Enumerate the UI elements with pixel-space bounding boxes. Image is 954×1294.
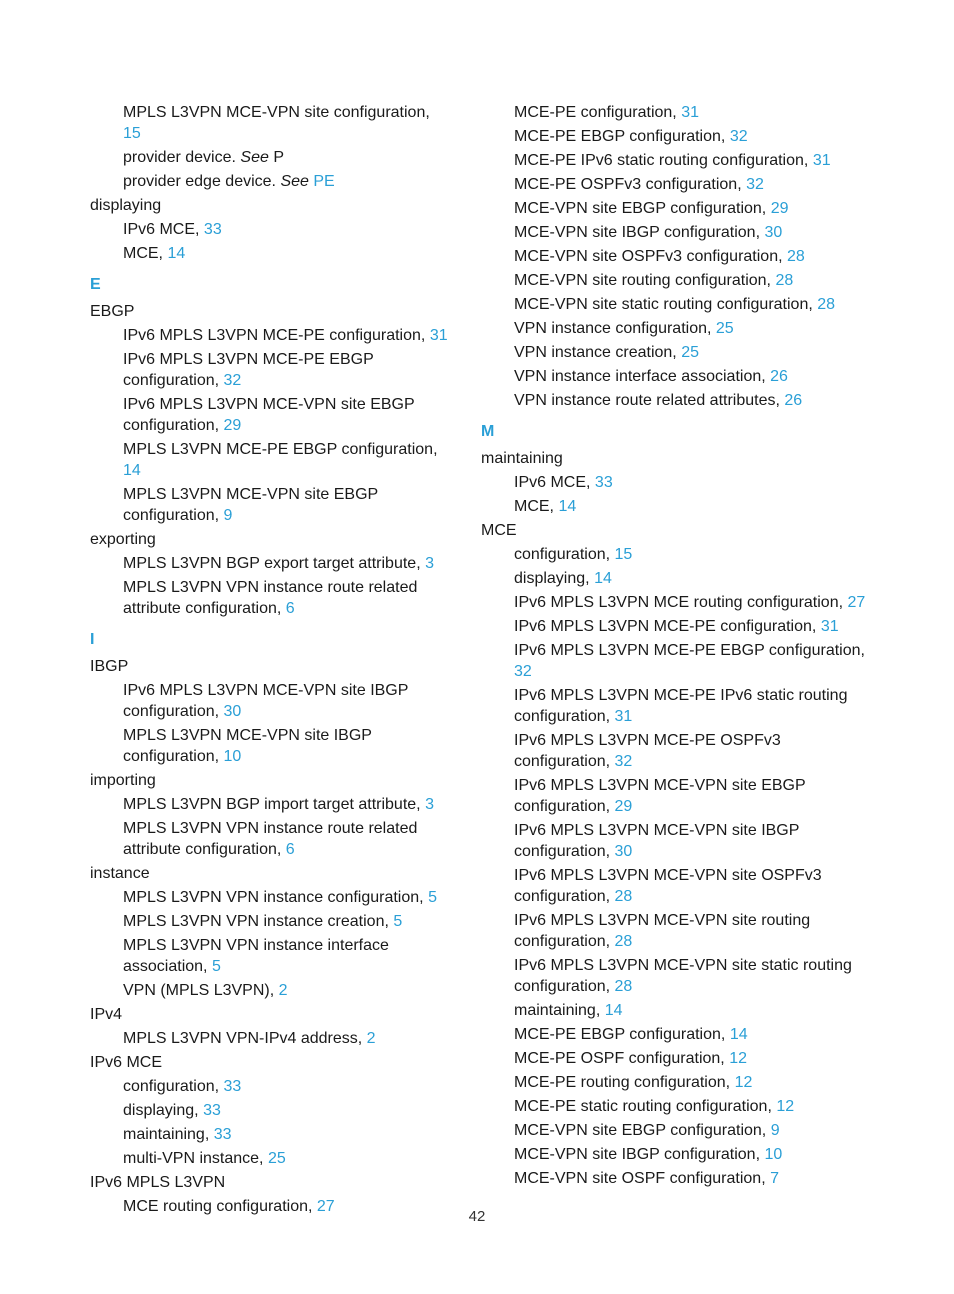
index-entry-text: IPv6 MPLS L3VPN MCE-VPN site routing configuration, [514, 912, 811, 950]
index-entry-text: MCE-PE OSPFv3 configuration, [514, 176, 742, 193]
page-reference-link[interactable]: 12 [729, 1050, 747, 1067]
page-reference-link[interactable]: 12 [734, 1074, 753, 1091]
index-main-entry [90, 863, 450, 884]
page-reference-link[interactable]: 14 [729, 1026, 748, 1043]
index-sub-entry [90, 553, 450, 574]
page-reference-link[interactable]: 28 [817, 296, 836, 313]
page-reference-link[interactable]: 32 [729, 128, 748, 145]
index-entry-text: MPLS L3VPN VPN instance route related attribute configuration, [123, 579, 418, 617]
index-column-left [90, 99, 450, 1217]
index-sub-entry [90, 1028, 450, 1049]
index-sub-entry [90, 1100, 450, 1121]
index-sub-entry [90, 243, 450, 264]
index-sub-entry [90, 680, 450, 722]
page-reference-link[interactable]: 33 [594, 474, 613, 491]
page-reference-link[interactable]: 5 [211, 958, 221, 975]
index-entry-text: IPv6 MPLS L3VPN MCE-PE EBGP configuration, [514, 642, 865, 659]
index-entry-text: MCE, [123, 245, 163, 262]
page-reference-link[interactable]: 33 [203, 1102, 221, 1119]
index-entry-text: IPv6 MPLS L3VPN MCE-PE configuration, [123, 327, 426, 344]
index-sub-entry [481, 294, 881, 315]
index-entry-text: IPv6 MPLS L3VPN MCE-VPN site static routing configuration, [514, 957, 852, 995]
index-sub-entry [481, 496, 881, 517]
index-sub-entry [481, 910, 881, 952]
index-sub-entry [481, 1168, 881, 1189]
index-main-entry [90, 770, 450, 791]
index-entry-text: MCE-VPN site IBGP configuration, [514, 1146, 761, 1163]
index-sub-entry [481, 126, 881, 147]
page-reference-link[interactable]: 32 [223, 372, 242, 389]
index-entry-text: maintaining [481, 450, 563, 467]
index-entry-text: configuration, [514, 546, 611, 563]
index-entry-text: IPv6 MPLS L3VPN MCE-VPN site OSPFv3 configuration, [514, 867, 822, 905]
index-sub-entry [90, 439, 450, 481]
index-sub-entry [90, 1148, 450, 1169]
index-entry-text: VPN instance interface association, [514, 368, 766, 385]
page-reference-link[interactable]: 14 [558, 498, 577, 515]
index-sub-entry [481, 955, 881, 997]
index-sub-entry [90, 887, 450, 908]
index-sub-entry [481, 150, 881, 171]
index-sub-entry [481, 640, 881, 682]
page-reference-link[interactable]: 31 [681, 104, 699, 121]
index-entry-text: displaying [90, 197, 162, 214]
page-reference-link[interactable]: 14 [604, 1002, 623, 1019]
index-entry-text: IPv6 MPLS L3VPN MCE-VPN site EBGP configuration, [514, 777, 806, 815]
index-entry-text: importing [90, 772, 156, 789]
index-entry-text: MPLS L3VPN MCE-VPN site EBGP configuration, [123, 486, 378, 524]
index-sub-entry [90, 980, 450, 1001]
page-reference-link[interactable]: 14 [123, 462, 141, 479]
index-sub-entry [90, 577, 450, 619]
index-entry-text: IBGP [90, 658, 129, 675]
page-reference-link[interactable]: 30 [614, 843, 633, 860]
index-sub-entry [481, 198, 881, 219]
index-entry-text: MPLS L3VPN VPN-IPv4 address, [123, 1030, 363, 1047]
index-entry-text: IPv6 MPLS L3VPN MCE-PE EBGP configuration, [123, 351, 374, 389]
page-number: 42 [468, 1208, 486, 1225]
index-sub-entry [90, 219, 450, 240]
index-sub-entry [481, 366, 881, 387]
index-sub-entry [481, 102, 881, 123]
index-entry-text: MCE [481, 522, 517, 539]
index-sub-entry [481, 390, 881, 411]
page-reference-link[interactable]: 25 [681, 344, 699, 361]
index-column-right [481, 99, 881, 1189]
index-entry-text: IPv6 MPLS L3VPN [90, 1174, 226, 1191]
index-sub-entry [90, 394, 450, 436]
page-reference-link[interactable]: 31 [812, 152, 831, 169]
index-entry-text: displaying, [123, 1102, 199, 1119]
index-entry-text: MPLS L3VPN BGP import target attribute, [123, 796, 421, 813]
index-main-entry [90, 529, 450, 550]
page-reference-link[interactable]: 29 [614, 798, 633, 815]
index-entry-text: VPN instance route related attributes, [514, 392, 780, 409]
index-entry-text: VPN (MPLS L3VPN), [123, 982, 275, 999]
page-reference-link[interactable]: 12 [776, 1098, 795, 1115]
index-entry-text: MPLS L3VPN MCE-VPN site configuration, [123, 104, 430, 121]
index-entry-text: MCE routing configuration, [123, 1198, 313, 1215]
page-reference-link[interactable]: 28 [614, 933, 633, 950]
index-sub-entry [481, 1072, 881, 1093]
index-sub-entry [481, 342, 881, 363]
page-reference-link[interactable]: 7 [770, 1170, 779, 1187]
index-entry-text: VPN instance creation, [514, 344, 677, 361]
index-sub-entry [481, 222, 881, 243]
index-entry-text: configuration, [123, 1078, 220, 1095]
index-section-letter: I [90, 631, 95, 648]
page-reference-link[interactable]: 6 [285, 841, 295, 858]
page-reference-link[interactable]: 31 [820, 618, 839, 635]
page-reference-link[interactable]: 30 [764, 224, 783, 241]
index-sub-entry [481, 865, 881, 907]
index-entry-text: IPv6 MCE, [123, 221, 200, 238]
index-entry-text: MCE, [514, 498, 554, 515]
page-reference-link[interactable]: 32 [614, 753, 633, 770]
index-sub-entry [481, 592, 881, 613]
index-sub-entry [481, 1024, 881, 1045]
index-entry-text: IPv6 MPLS L3VPN MCE-PE IPv6 static routing configuration, [514, 687, 848, 725]
index-entry-text: MPLS L3VPN VPN instance configuration, [123, 889, 424, 906]
index-entry-text: IPv6 MPLS L3VPN MCE-PE OSPFv3 configuration, [514, 732, 781, 770]
page-reference-link[interactable]: 30 [223, 703, 242, 720]
index-entry-text: maintaining, [123, 1126, 210, 1143]
page-reference-link[interactable]: 15 [123, 125, 141, 142]
page-reference-link[interactable]: 28 [775, 272, 794, 289]
page-reference-link[interactable]: 3 [425, 555, 434, 572]
page-reference-link[interactable]: 33 [213, 1126, 232, 1143]
index-entry-text: IPv6 MPLS L3VPN MCE-VPN site IBGP configuration, [123, 682, 409, 720]
see-reference-label: See [240, 149, 269, 166]
index-entry-text: MPLS L3VPN VPN instance route related attribute configuration, [123, 820, 418, 858]
index-entry-text: IPv6 MPLS L3VPN MCE-PE configuration, [514, 618, 817, 635]
index-entry-text: IPv6 MCE [90, 1054, 163, 1071]
index-sub-entry [481, 174, 881, 195]
index-main-entry [90, 1004, 450, 1025]
index-sub-entry [481, 1144, 881, 1165]
page-reference-link[interactable]: 31 [614, 708, 633, 725]
index-entry-text: MCE-PE OSPF configuration, [514, 1050, 725, 1067]
index-entry-text: provider device. [123, 149, 236, 166]
index-main-entry [481, 520, 881, 541]
see-reference-label: See [280, 173, 309, 190]
index-entry-text: provider edge device. [123, 173, 276, 190]
page-reference-link[interactable]: 5 [393, 913, 403, 930]
index-main-entry [90, 195, 450, 216]
index-sub-entry [90, 102, 450, 144]
index-sub-entry [90, 325, 450, 346]
page-reference-link[interactable]: 28 [614, 888, 633, 905]
index-sub-entry [481, 568, 881, 589]
page-reference-link[interactable]: 5 [428, 889, 437, 906]
see-reference-target: P [273, 149, 284, 166]
index-sub-entry [481, 270, 881, 291]
page-reference-link[interactable]: 33 [203, 221, 222, 238]
index-entry-text: IPv6 MPLS L3VPN MCE-VPN site IBGP configuration, [514, 822, 800, 860]
index-entry-text: MCE-VPN site EBGP configuration, [514, 200, 767, 217]
index-sub-entry [481, 685, 881, 727]
index-entry-text: exporting [90, 531, 156, 548]
index-sub-entry [481, 1096, 881, 1117]
page-reference-link[interactable]: 10 [764, 1146, 783, 1163]
index-entry-text: IPv6 MPLS L3VPN MCE-VPN site EBGP configuration, [123, 396, 415, 434]
page-reference-link[interactable]: 33 [223, 1078, 242, 1095]
page-reference-link[interactable]: 6 [285, 600, 295, 617]
page-reference-link[interactable]: 9 [223, 507, 233, 524]
index-sub-entry [481, 1048, 881, 1069]
index-entry-text: multi-VPN instance, [123, 1150, 264, 1167]
page-reference-link[interactable]: 14 [167, 245, 186, 262]
index-sub-entry [481, 730, 881, 772]
index-entry-text: VPN instance configuration, [514, 320, 712, 337]
page-reference-link[interactable]: 27 [847, 594, 866, 611]
index-entry-text: MCE-PE routing configuration, [514, 1074, 731, 1091]
index-sub-entry [481, 318, 881, 339]
index-section-letter: E [90, 276, 101, 293]
index-sub-entry [481, 1120, 881, 1141]
index-entry-text: IPv6 MCE, [514, 474, 591, 491]
page-reference-link[interactable]: 28 [787, 248, 805, 265]
index-sub-entry [481, 1000, 881, 1021]
index-sub-entry [90, 911, 450, 932]
index-entry-text: MCE-PE IPv6 static routing configuration, [514, 152, 809, 169]
index-main-entry [90, 656, 450, 677]
index-sub-entry [481, 616, 881, 637]
index-entry-text: MCE-PE static routing configuration, [514, 1098, 772, 1115]
page-reference-link[interactable]: 14 [594, 570, 612, 587]
index-sub-entry [90, 935, 450, 977]
page-reference-link[interactable]: 31 [429, 327, 448, 344]
index-sub-entry [90, 725, 450, 767]
index-section-letter: M [481, 423, 495, 440]
index-entry-text: MPLS L3VPN MCE-PE EBGP configuration, [123, 441, 438, 458]
index-sub-entry [90, 794, 450, 815]
page-reference-link[interactable]: 9 [770, 1122, 780, 1139]
index-entry-text: MCE-VPN site IBGP configuration, [514, 224, 761, 241]
index-main-entry [90, 1172, 450, 1193]
page-reference-link[interactable]: 29 [770, 200, 789, 217]
index-entry-text: instance [90, 865, 150, 882]
page-reference-link[interactable]: 3 [425, 796, 434, 813]
index-entry-text: MPLS L3VPN BGP export target attribute, [123, 555, 421, 572]
index-sub-entry [90, 1076, 450, 1097]
page-reference-link[interactable]: 25 [267, 1150, 286, 1167]
index-entry-text: IPv4 [90, 1006, 123, 1023]
page-reference-link[interactable]: 26 [770, 368, 788, 385]
index-entry-text: MCE-PE configuration, [514, 104, 677, 121]
page-reference-link[interactable]: 27 [316, 1198, 335, 1215]
page-reference-link[interactable]: 28 [614, 978, 633, 995]
index-sub-entry [481, 246, 881, 267]
page-reference-link[interactable]: 26 [784, 392, 803, 409]
page-reference-link[interactable]: 15 [614, 546, 633, 563]
index-entry-text: maintaining, [514, 1002, 601, 1019]
index-entry-text: MCE-VPN site static routing configuration, [514, 296, 813, 313]
page-reference-link[interactable]: 29 [223, 417, 242, 434]
index-main-entry [481, 448, 881, 469]
index-sub-entry [481, 544, 881, 565]
index-sub-entry [90, 1124, 450, 1145]
index-sub-entry [90, 818, 450, 860]
index-entry-text: MCE-VPN site OSPFv3 configuration, [514, 248, 783, 265]
index-sub-entry [481, 820, 881, 862]
index-entry-text: MCE-PE EBGP configuration, [514, 128, 726, 145]
index-entry-text: MPLS L3VPN VPN instance interface association, [123, 937, 389, 975]
index-entry-text: MCE-VPN site routing configuration, [514, 272, 771, 289]
see-reference-link[interactable]: PE [313, 173, 335, 190]
index-sub-entry [90, 147, 450, 168]
index-sub-entry [481, 472, 881, 493]
index-entry-text: MPLS L3VPN VPN instance creation, [123, 913, 389, 930]
index-main-entry [90, 1052, 450, 1073]
index-entry-text: EBGP [90, 303, 135, 320]
page-reference-link[interactable]: 2 [278, 982, 288, 999]
page-reference-link[interactable]: 25 [715, 320, 734, 337]
page-reference-link[interactable]: 32 [746, 176, 764, 193]
index-entry-text: MCE-VPN site EBGP configuration, [514, 1122, 767, 1139]
page-reference-link[interactable]: 32 [514, 663, 532, 680]
index-sub-entry [90, 171, 450, 192]
index-sub-entry [481, 775, 881, 817]
page-reference-link[interactable]: 2 [366, 1030, 376, 1047]
index-entry-text: MCE-PE EBGP configuration, [514, 1026, 726, 1043]
index-entry-text: MCE-VPN site OSPF configuration, [514, 1170, 766, 1187]
index-entry-text: displaying, [514, 570, 590, 587]
index-main-entry [90, 301, 450, 322]
index-sub-entry [90, 349, 450, 391]
index-sub-entry [90, 484, 450, 526]
index-entry-text: MPLS L3VPN MCE-VPN site IBGP configuration, [123, 727, 372, 765]
page-reference-link[interactable]: 10 [223, 748, 242, 765]
index-entry-text: IPv6 MPLS L3VPN MCE routing configuration, [514, 594, 844, 611]
